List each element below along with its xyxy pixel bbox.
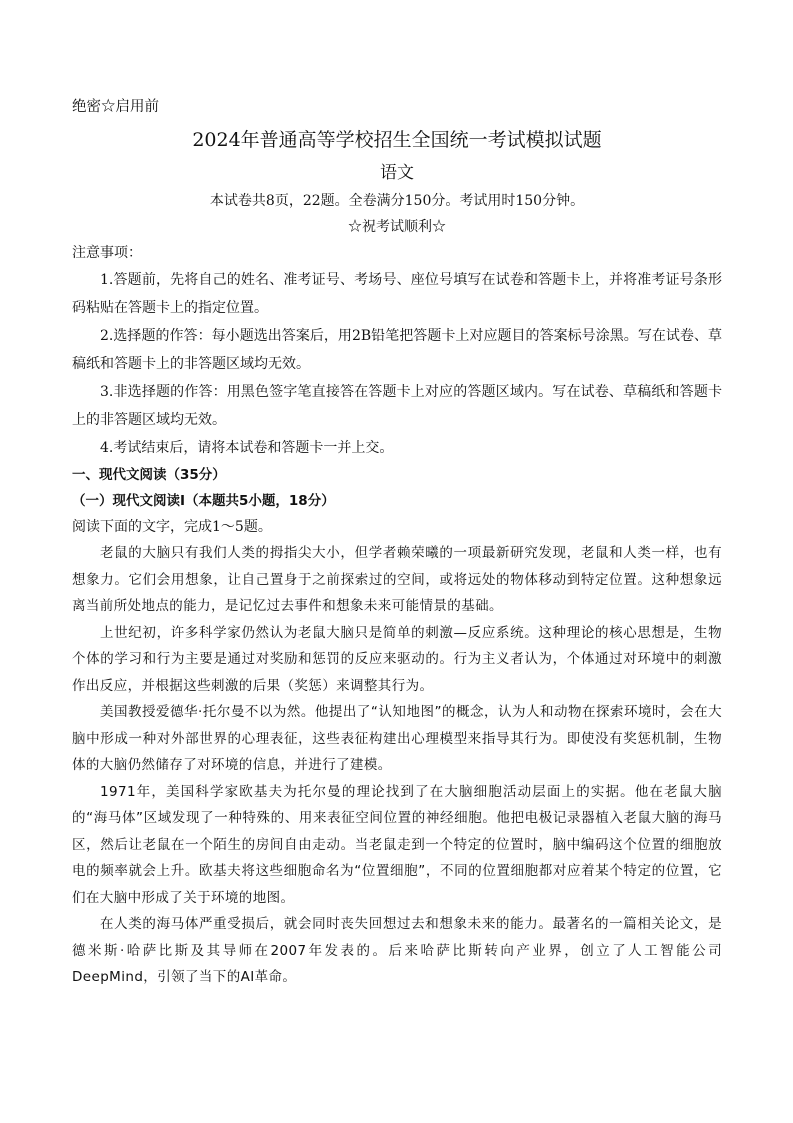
- reading-section: [72, 462, 722, 991]
- exam-title: 2024年普通高等学校招生全国统一考试模拟试题: [192, 129, 602, 151]
- notes-block: [72, 240, 722, 462]
- confidential-label: 绝密☆启用前: [72, 99, 159, 115]
- note-item: 3.非选择题的作答：用黑色签字笔直接答在答题卡上对应的答题区域内。写在试卷、草稿纸和答题卡上的非答题区域均无效。: [72, 384, 722, 428]
- passage-paragraph: 在人类的海马体严重受损后，就会同时丧失回想过去和想象未来的能力。最著名的一篇相关论文，是德米斯·哈萨比斯及其导师在2007年发表的。后来哈萨比斯转向产业界，创立了人工智能公司 DeepMind，引领了当下的AI革命。: [72, 916, 722, 985]
- reading-instruction: 阅读下面的文字，完成1～5题。: [72, 519, 272, 535]
- good-luck-text: ☆祝考试顺利☆: [348, 219, 446, 235]
- passage-paragraph: 上世纪初，许多科学家仍然认为老鼠大脑只是简单的刺激—反应系统。这种理论的核心思想是，生物个体的学习和行为主要是通过对奖励和惩罚的反应来驱动的。行为主义者认为，个体通过对环境中的刺激作出反应，并根据这些刺激的后果（奖惩）来调整其行为。: [72, 624, 722, 694]
- passage-paragraph: 美国教授爱德华·托尔曼不以为然。他提出了“认知地图”的概念，认为人和动物在探索环境时，会在大脑中形成一种对外部世界的心理表征，这些表征构建出心理模型来指导其行为。即使没有奖惩机制，生物体的大脑仍然储存了对环境的信息，并进行了建模。: [72, 704, 722, 773]
- note-item: 1.答题前，先将自己的姓名、准考证号、考场号、座位号填写在试卷和答题卡上，并将准考证号条形码粘贴在答题卡上的指定位置。: [72, 272, 722, 316]
- subject-title: 语文: [380, 163, 414, 183]
- exam-info: 本试卷共8页，22题。全卷满分150分。考试用时150分钟。: [209, 193, 585, 209]
- note-item: 4.考试结束后，请将本试卷和答题卡一并上交。: [100, 440, 394, 456]
- section-title: 一、现代文阅读（35分）: [72, 467, 226, 483]
- passage-paragraph: 1971年，美国科学家欧基夫为托尔曼的理论找到了在大脑细胞活动层面上的实据。他在老鼠大脑的“海马体”区域发现了一种特殊的、用来表征空间位置的神经细胞。他把电极记录器植入老鼠大脑的海马区，然后让老鼠在一个陌生的房间自由走动。当老鼠走到一个特定的位置时，脑中编码这个位置的细胞放电的频率就会上升。欧基夫将这些细胞命名为“位置细胞”，不同的位置细胞都对应着某个特定的位置，它们在大脑中形成了关于环境的地图。: [72, 783, 722, 906]
- passage-paragraph: 老鼠的大脑只有我们人类的拇指尖大小，但学者赖荣曦的一项最新研究发现，老鼠和人类一样，也有想象力。它们会用想象，让自己置身于之前探索过的空间，或将远处的物体移动到特定位置。这种想象远离当前所处地点的能力，是记忆过去事件和想象未来可能情景的基础。: [72, 545, 722, 614]
- notes-title: 注意事项：: [72, 245, 142, 261]
- subsection-title: （一）现代文阅读Ⅰ（本题共5小题，18分）: [72, 493, 335, 509]
- exam-page: [72, 96, 722, 991]
- note-item: 2.选择题的作答：每小题选出答案后，用2B铅笔把答题卡上对应题目的答案标号涂黑。写在试卷、草稿纸和答题卡上的非答题区域均无效。: [72, 328, 722, 372]
